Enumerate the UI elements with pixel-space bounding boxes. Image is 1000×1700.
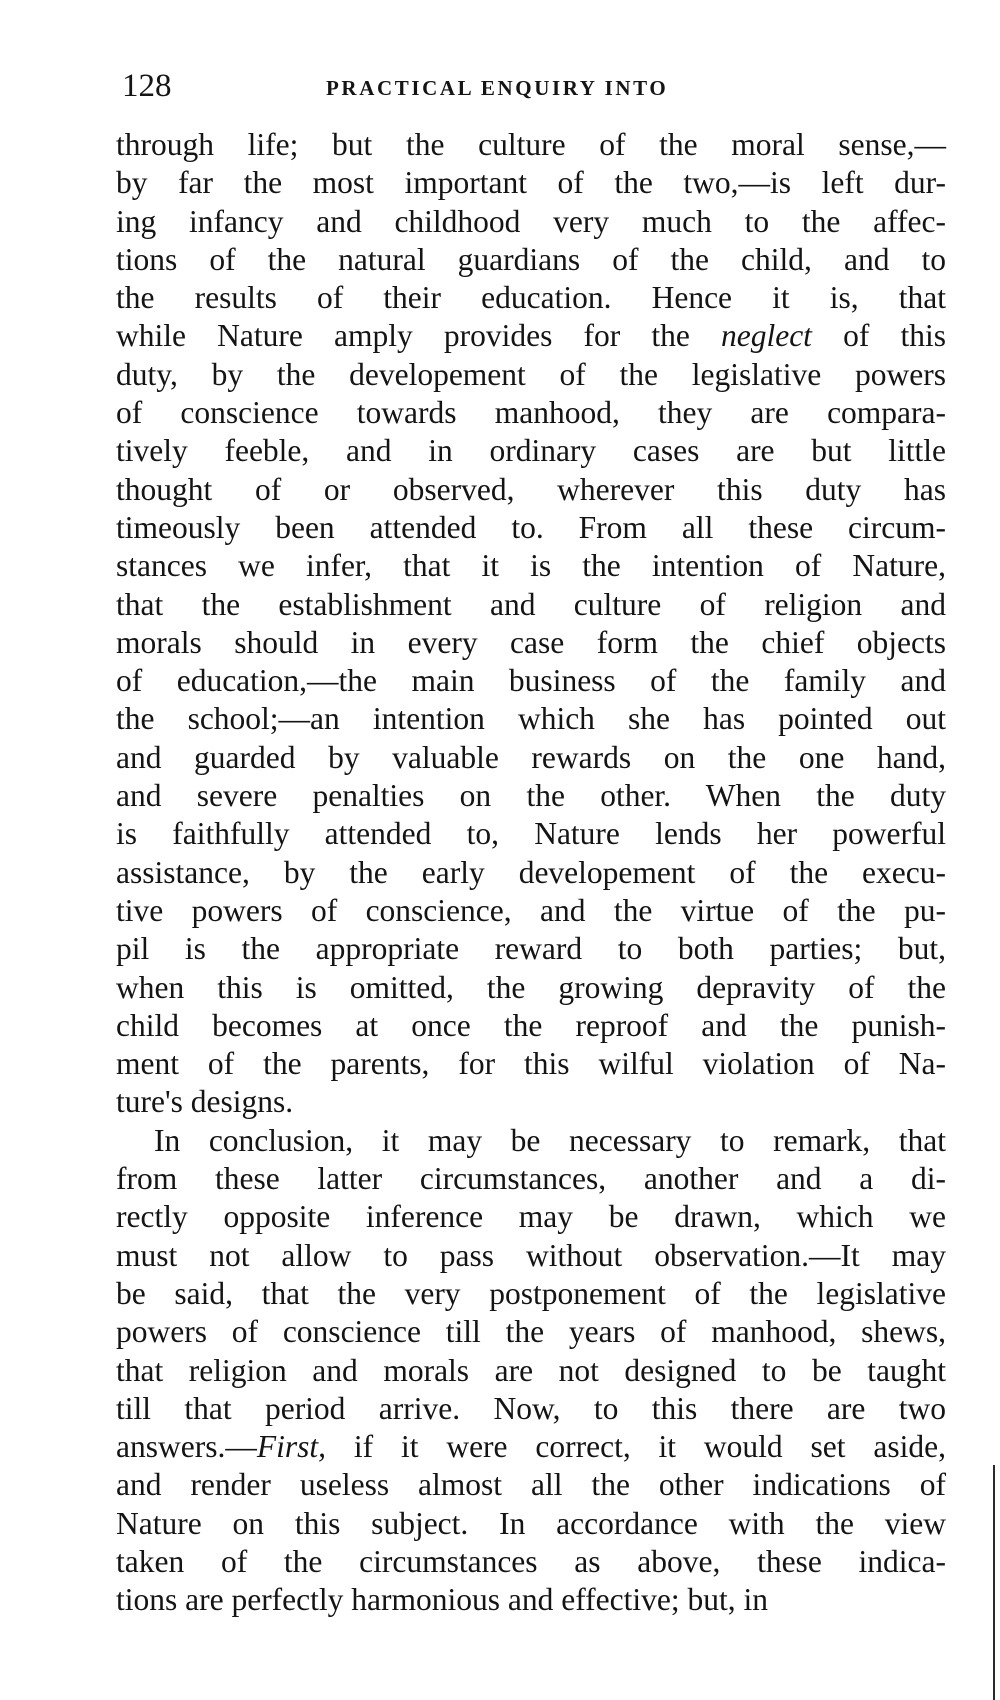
text-line: till that period arrive. Now, to this there are two [116, 1390, 946, 1426]
text-line: thought of or observed, wherever this duty has [116, 471, 946, 507]
text-line: pil is the appropriate reward to both parties; but, [116, 931, 946, 967]
text-line: tions of the natural guardians of the child, and to [116, 241, 946, 277]
text-line: answers.—First, if it were correct, it would set aside, [116, 1429, 946, 1465]
text-line: tively feeble, and in ordinary cases are but little [116, 433, 946, 469]
text-line: of conscience towards manhood, they are compara- [116, 395, 946, 431]
page-header [122, 66, 944, 110]
text-line: and severe penalties on the other. When the duty [116, 778, 946, 814]
text-line: by far the most important of the two,—is left dur- [116, 165, 946, 201]
text-line: be said, that the very postponement of the legislative [116, 1275, 946, 1311]
text-line: is faithfully attended to, Nature lends her powerful [116, 816, 946, 852]
text-line: In conclusion, it may be necessary to remark, that [154, 1122, 946, 1158]
text-line: rectly opposite inference may be drawn, which we [116, 1199, 946, 1235]
text-line: of education,—the main business of the family and [116, 663, 946, 699]
running-title: PRACTICAL ENQUIRY INTO [326, 76, 669, 100]
paragraph [116, 1122, 946, 1620]
text-line: morals should in every case form the chief objects [116, 624, 946, 660]
text-line: powers of conscience till the years of manhood, shews, [116, 1314, 946, 1350]
text-line: when this is omitted, the growing depravity of the [116, 969, 946, 1005]
text-line: taken of the circumstances as above, these indica- [116, 1543, 946, 1579]
text-line: the results of their education. Hence it is, that [116, 280, 946, 316]
italic-emphasis: neglect [720, 318, 812, 354]
text-line: duty, by the developement of the legislative powers [116, 356, 946, 392]
text-line: stances we infer, that it is the intention of Nature, [116, 548, 946, 584]
text-line: child becomes at once the reproof and the punish- [116, 1007, 946, 1043]
text-line: from these latter circumstances, another and a di- [116, 1161, 946, 1197]
text-line: while Nature amply provides for the neglect of this [116, 318, 946, 354]
text-line: that the establishment and culture of religion and [116, 586, 946, 622]
text-line: timeously been attended to. From all these circum- [116, 509, 946, 545]
text-line: and guarded by valuable rewards on the one hand, [116, 739, 946, 775]
text-line: tive powers of conscience, and the virtue of the pu- [116, 892, 946, 928]
text-line: that religion and morals are not designed to be taught [116, 1352, 946, 1388]
text-line: assistance, by the early developement of the execu- [116, 854, 946, 890]
text-line: and render useless almost all the other indications of [116, 1467, 946, 1503]
paragraph [116, 126, 946, 1122]
text-line: tions are perfectly harmonious and effective; but, in [116, 1582, 768, 1618]
text-line: through life; but the culture of the moral sense,— [116, 127, 946, 162]
text-line: ment of the parents, for this wilful violation of Na- [116, 1046, 946, 1082]
page-number: 128 [122, 68, 172, 104]
text-line: ing infancy and childhood very much to the affec- [116, 203, 946, 239]
text-line: Nature on this subject. In accordance with the view [116, 1505, 946, 1541]
text-line: ture's designs. [116, 1084, 294, 1120]
italic-emphasis: First, [256, 1429, 326, 1465]
body-text [116, 126, 946, 1620]
text-line: the school;—an intention which she has pointed out [116, 701, 946, 737]
page-edge-line [993, 1465, 995, 1700]
text-line: must not allow to pass without observation.—It may [116, 1237, 946, 1273]
